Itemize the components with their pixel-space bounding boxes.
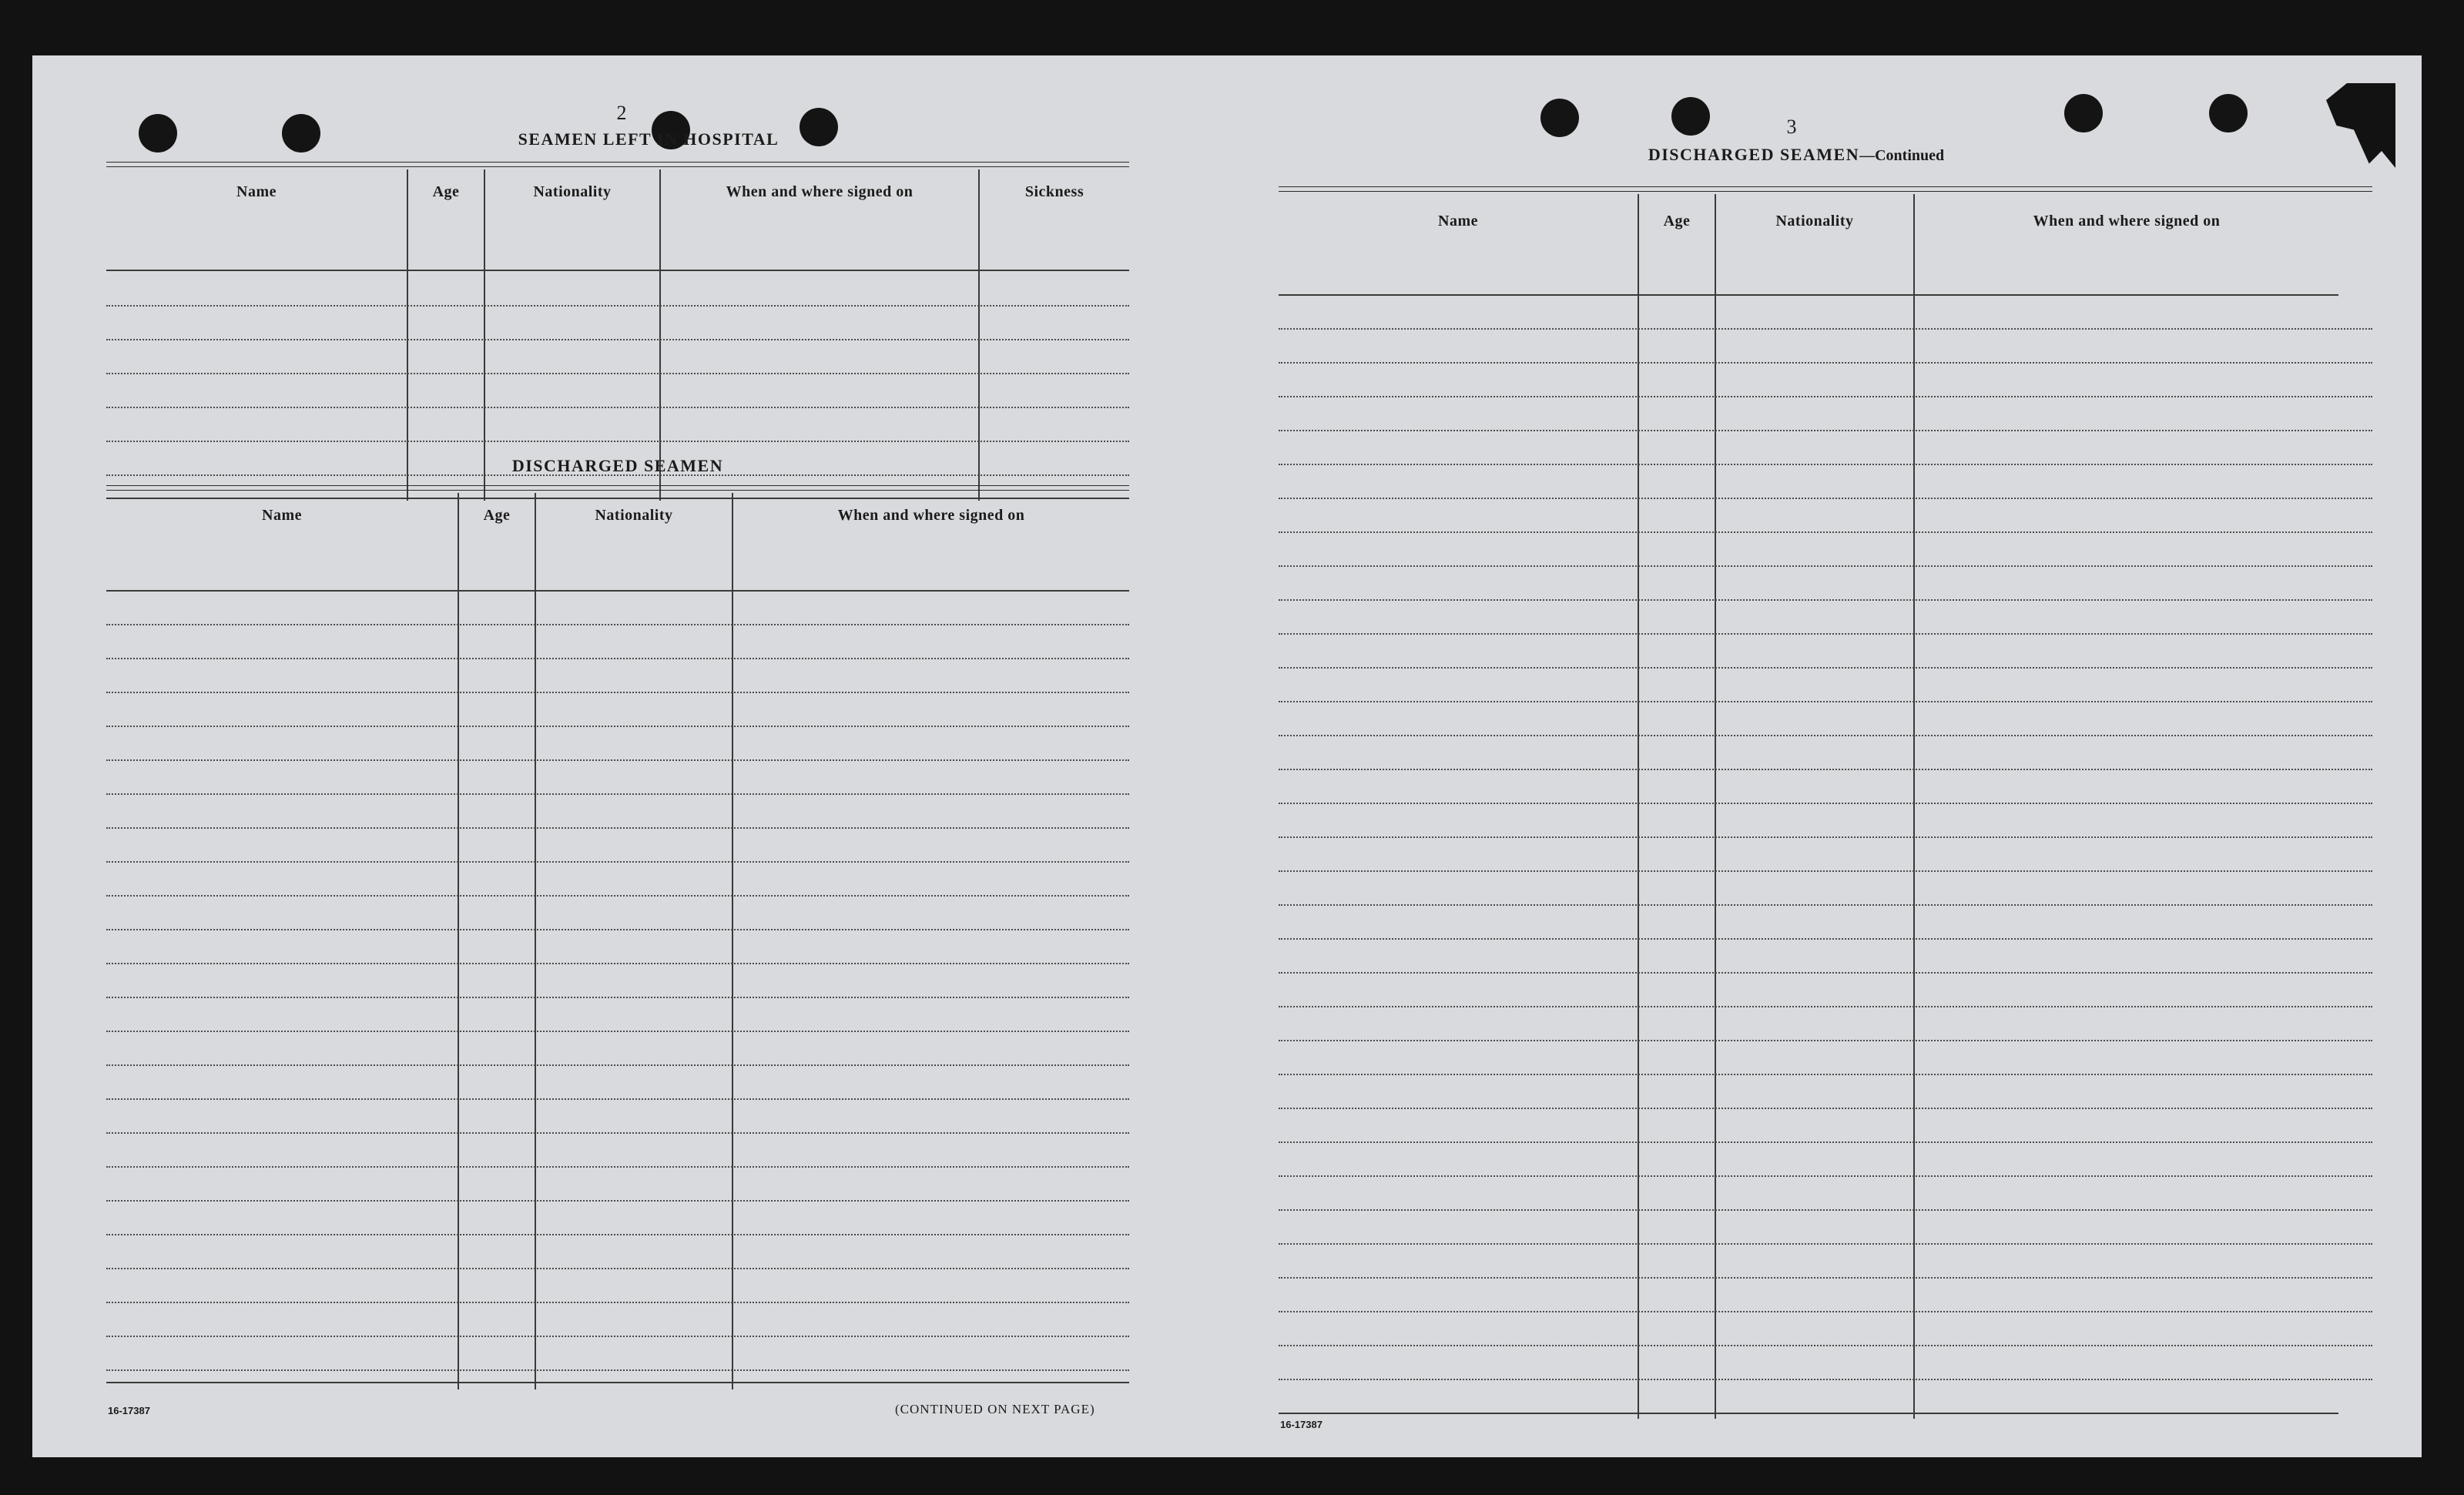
ruled-line bbox=[1279, 1074, 2372, 1075]
title-main: DISCHARGED SEAMEN bbox=[1648, 145, 1860, 164]
ruled-line bbox=[106, 692, 1129, 693]
column-header: When and where signed on bbox=[837, 507, 1025, 524]
ruled-line bbox=[1279, 1311, 2372, 1312]
column-header: Name bbox=[1438, 213, 1478, 230]
ruled-line bbox=[1279, 396, 2372, 397]
page-number-right: 3 bbox=[1786, 116, 1797, 138]
ruled-line bbox=[106, 1369, 1129, 1371]
column-header: Nationality bbox=[595, 507, 673, 524]
ruled-line bbox=[1279, 1006, 2372, 1007]
ruled-line bbox=[106, 1132, 1129, 1134]
column-header: Sickness bbox=[1024, 183, 1084, 200]
ruled-line bbox=[1279, 972, 2372, 974]
ruled-line bbox=[106, 658, 1129, 659]
document-sheet bbox=[32, 55, 2422, 1457]
ruled-line bbox=[1279, 769, 2372, 770]
column-header: Name bbox=[262, 507, 302, 524]
ruled-line bbox=[1279, 904, 2372, 906]
punch-hole bbox=[1540, 99, 1579, 137]
form-number-left: 16-17387 bbox=[108, 1405, 150, 1416]
ruled-line bbox=[1279, 803, 2372, 804]
ruled-line bbox=[106, 929, 1129, 930]
column-header: When and where signed on bbox=[2033, 213, 2221, 230]
continued-note: (CONTINUED ON NEXT PAGE) bbox=[895, 1402, 1095, 1416]
ruled-line bbox=[1279, 1108, 2372, 1109]
column-header: Nationality bbox=[533, 183, 612, 200]
ruled-line bbox=[1279, 1209, 2372, 1211]
ruled-line bbox=[106, 827, 1129, 829]
ruled-line bbox=[1279, 464, 2372, 465]
hospital-section-title: SEAMEN LEFT IN HOSPITAL bbox=[518, 129, 779, 149]
ruled-line bbox=[106, 1302, 1129, 1303]
punch-hole bbox=[139, 114, 177, 153]
ruled-line bbox=[1279, 1175, 2372, 1177]
punch-hole bbox=[1671, 97, 1710, 136]
ruled-line bbox=[106, 759, 1129, 761]
ruled-line bbox=[1279, 565, 2372, 567]
ruled-line bbox=[1279, 430, 2372, 431]
ruled-line bbox=[1279, 1243, 2372, 1245]
ruled-line bbox=[1279, 667, 2372, 669]
form-number-right: 16-17387 bbox=[1280, 1419, 1323, 1430]
discharged-table-left bbox=[106, 485, 1129, 1389]
ruled-line bbox=[106, 1234, 1129, 1235]
ruled-line bbox=[1279, 1379, 2372, 1380]
column-header: When and where signed on bbox=[726, 183, 914, 200]
ruled-line bbox=[1279, 701, 2372, 702]
column-header: Age bbox=[432, 183, 460, 200]
discharged-section-title: DISCHARGED SEAMEN bbox=[511, 456, 724, 475]
ruled-line bbox=[1279, 938, 2372, 940]
ruled-line bbox=[1279, 328, 2372, 330]
ruled-line bbox=[106, 1268, 1129, 1269]
ruled-line bbox=[1279, 599, 2372, 601]
ruled-line bbox=[1279, 735, 2372, 736]
discharged-table-right bbox=[1279, 186, 2372, 1419]
hospital-table bbox=[106, 162, 1129, 501]
ruled-line bbox=[1279, 1040, 2372, 1041]
ruled-line bbox=[106, 1031, 1129, 1032]
page-number-left: 2 bbox=[616, 102, 627, 124]
ruled-line bbox=[106, 1336, 1129, 1337]
ruled-line bbox=[106, 861, 1129, 863]
ruled-line bbox=[1279, 362, 2372, 364]
ruled-line bbox=[106, 1064, 1129, 1066]
ruled-line bbox=[1279, 498, 2372, 499]
column-header: Age bbox=[1663, 213, 1691, 230]
ruled-line bbox=[1279, 870, 2372, 872]
ruled-line bbox=[106, 793, 1129, 795]
punch-hole bbox=[2209, 94, 2248, 132]
ruled-line bbox=[106, 1166, 1129, 1168]
ruled-line bbox=[106, 1098, 1129, 1100]
column-header: Age bbox=[483, 507, 511, 524]
ruled-line bbox=[1279, 1141, 2372, 1143]
torn-corner bbox=[2326, 83, 2395, 168]
column-header: Nationality bbox=[1775, 213, 1854, 230]
ruled-line bbox=[106, 963, 1129, 964]
ruled-line bbox=[106, 1200, 1129, 1202]
ruled-line bbox=[1279, 633, 2372, 635]
title-suffix: —Continued bbox=[1859, 147, 1945, 164]
ruled-line bbox=[106, 624, 1129, 625]
ruled-line bbox=[1279, 1345, 2372, 1346]
ruled-line bbox=[1279, 836, 2372, 838]
punch-hole bbox=[282, 114, 320, 153]
column-header: Name bbox=[236, 183, 277, 200]
ruled-line bbox=[106, 726, 1129, 727]
ruled-line bbox=[106, 997, 1129, 998]
ruled-line bbox=[106, 895, 1129, 897]
ruled-line bbox=[1279, 531, 2372, 533]
ruled-line bbox=[1279, 1277, 2372, 1279]
discharged-continued-title bbox=[1519, 145, 2073, 165]
punch-hole bbox=[2064, 94, 2103, 132]
